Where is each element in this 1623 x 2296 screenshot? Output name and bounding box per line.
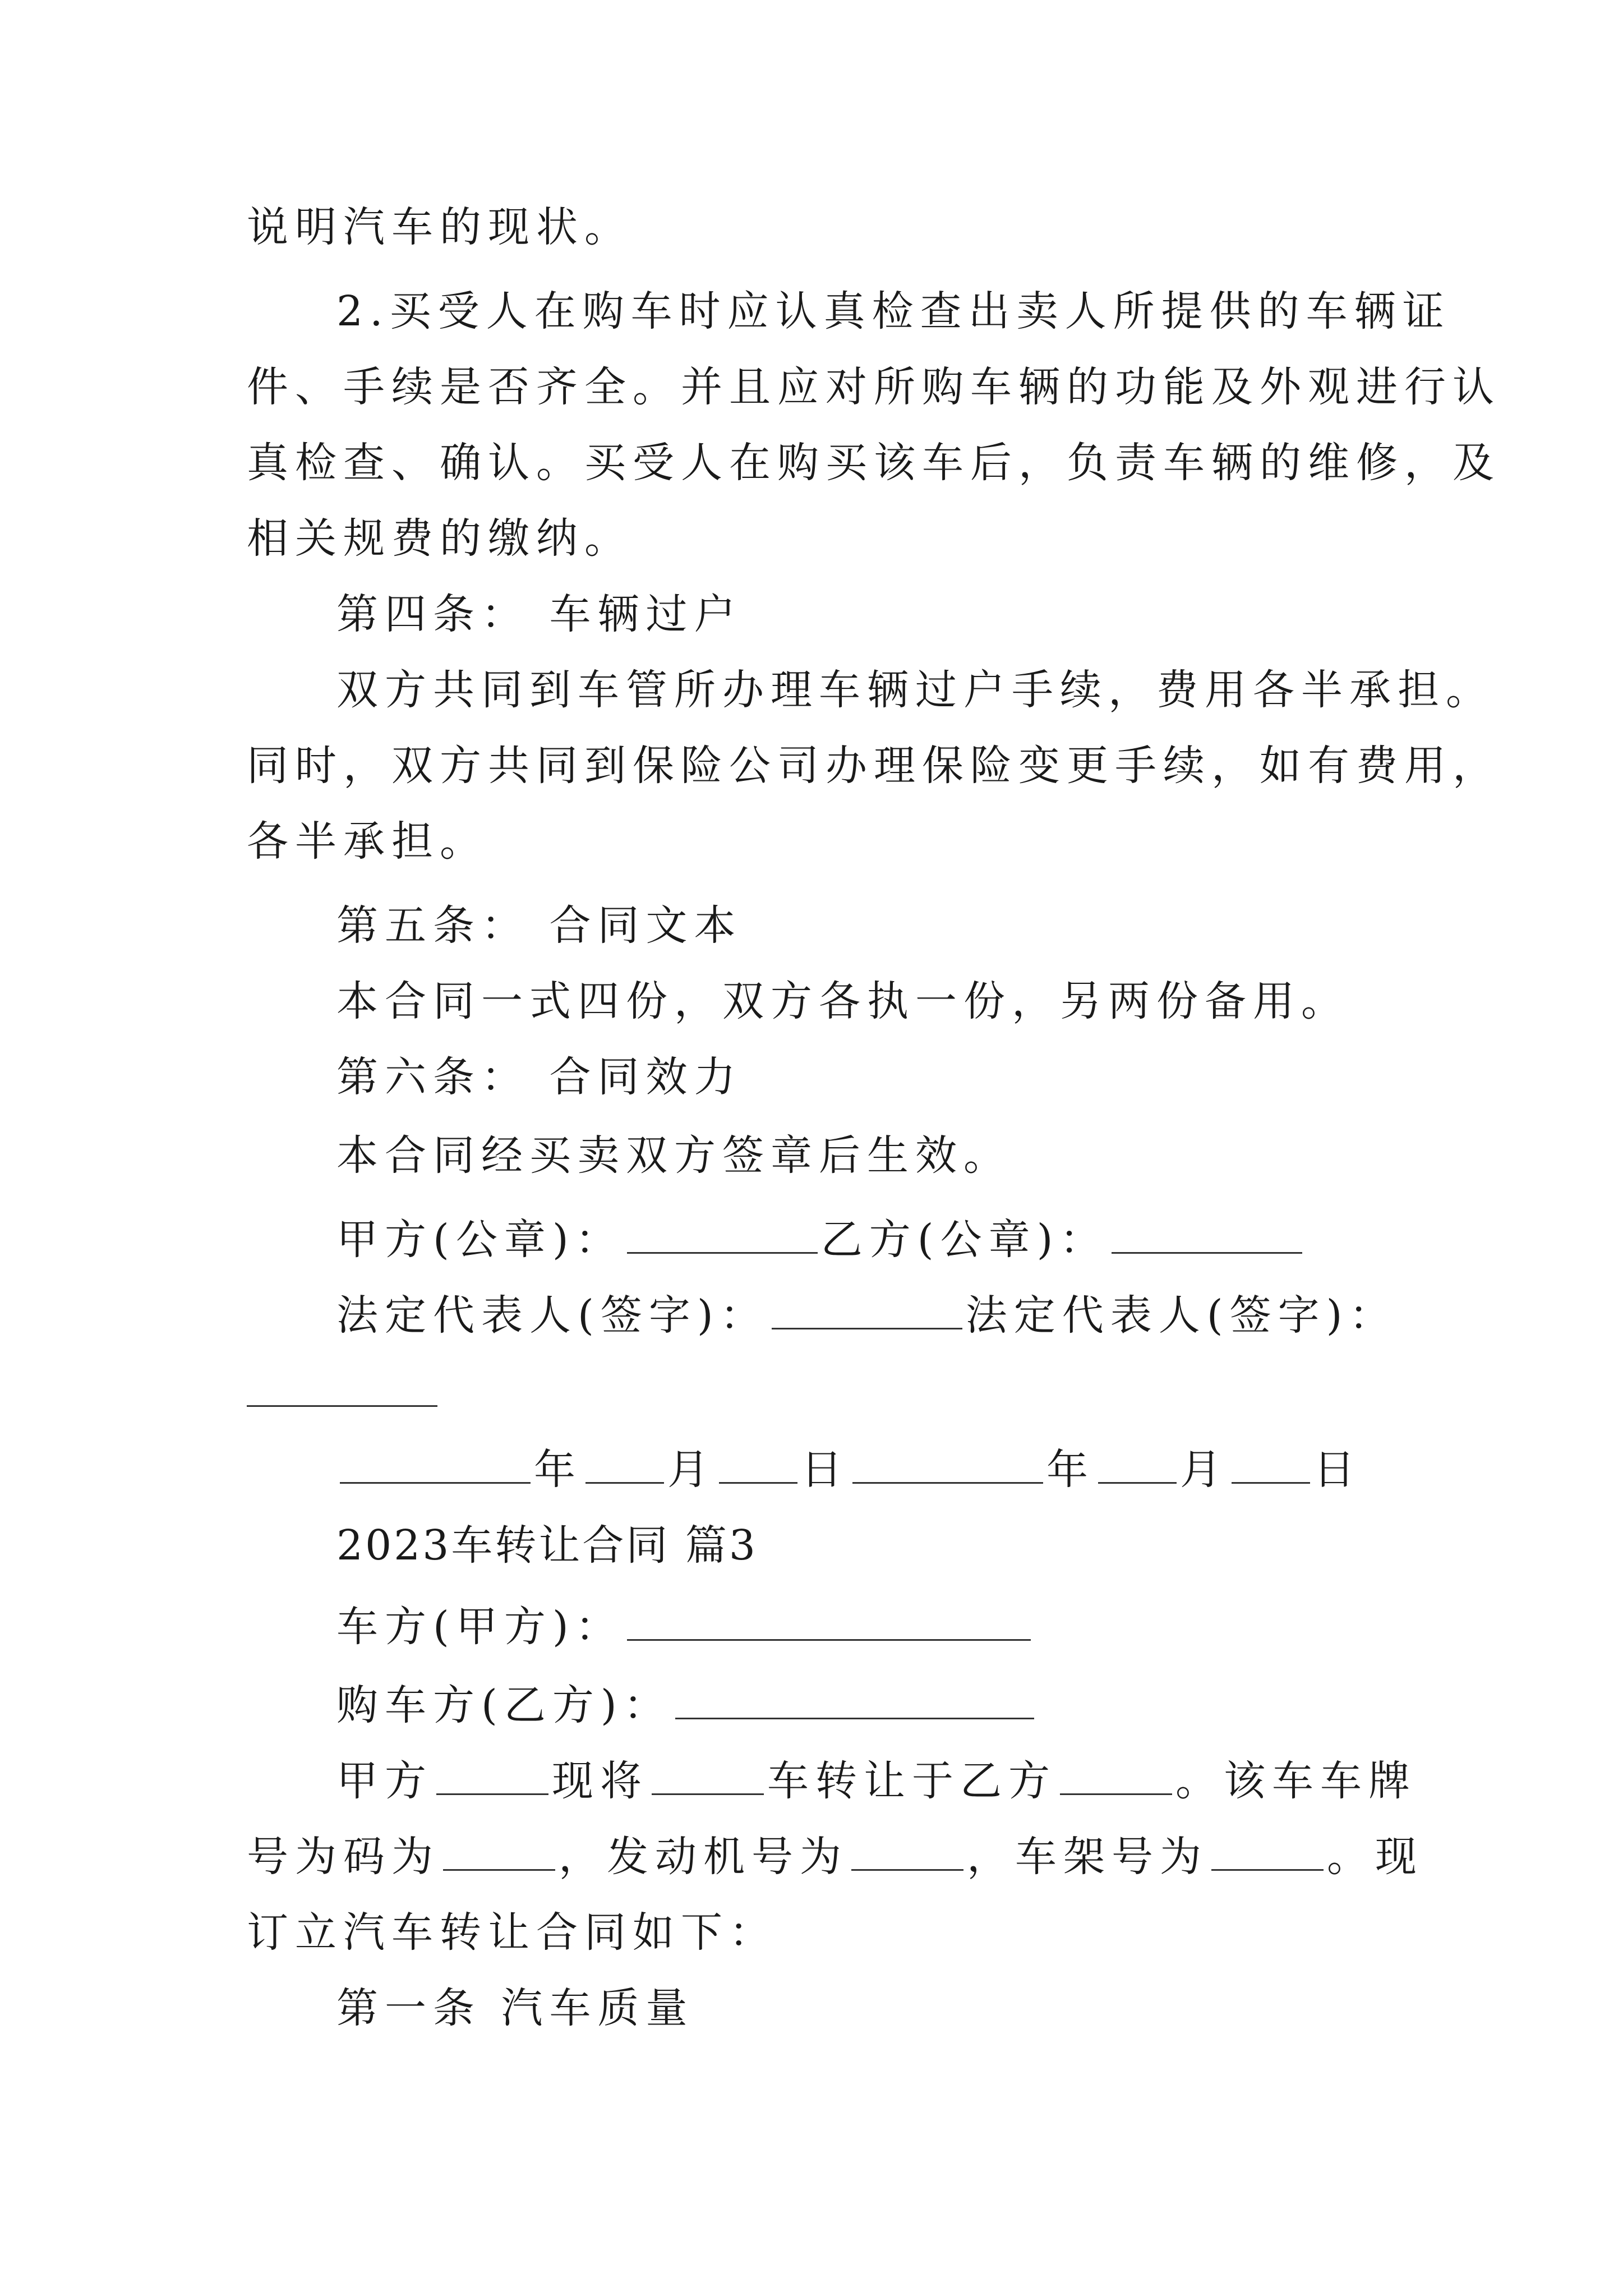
article-4-title: 第四条： 车辆过户 [336, 590, 743, 638]
paragraph-line: 真检查、确认。买受人在购买该车后，负责车辆的维修，及 [247, 439, 1501, 487]
car-model-blank[interactable] [652, 1754, 764, 1795]
frame-number-blank[interactable] [1211, 1830, 1324, 1871]
buyer-line [336, 1677, 1038, 1733]
intro-text: 现将 [552, 1757, 648, 1805]
engine-number-blank[interactable] [851, 1830, 963, 1871]
paragraph-line: 本合同经买卖双方签章后生效。 [336, 1131, 1012, 1180]
intro-text: 号为码为 [247, 1833, 440, 1881]
intro-text: 。该车车牌 [1175, 1757, 1417, 1805]
section-3-title: 2023车转让合同 篇3 [336, 1521, 758, 1570]
date-line [336, 1442, 1362, 1498]
day-blank-b[interactable] [1232, 1443, 1310, 1484]
year-label: 年 [1046, 1446, 1095, 1494]
party-b-seal-blank[interactable] [1112, 1213, 1302, 1254]
party-b-rep-label: 法定代表人(签字)： [965, 1291, 1398, 1340]
paragraph-line: 件、手续是否齐全。并且应对所购车辆的功能及外观进行认 [247, 363, 1501, 411]
month-blank-a[interactable] [585, 1443, 664, 1484]
plate-number-blank[interactable] [443, 1830, 555, 1871]
paragraph-line: 2.买受人在购车时应认真检查出卖人所提供的车辆证 [336, 287, 1451, 335]
seller-line [336, 1599, 1034, 1655]
year-blank-b[interactable] [852, 1443, 1043, 1484]
buyer-label: 购车方(乙方)： [336, 1681, 672, 1729]
party-b-rep-blank[interactable] [247, 1405, 437, 1407]
article-5-title: 第五条： 合同文本 [336, 901, 743, 950]
paragraph-line: 同时，双方共同到保险公司办理保险变更手续，如有费用， [247, 742, 1501, 790]
article-6-title: 第六条： 合同效力 [336, 1053, 743, 1101]
paragraph-line: 本合同一式四份，双方各执一份，另两份备用。 [336, 977, 1349, 1025]
seller-blank[interactable] [627, 1600, 1031, 1641]
intro-line-1 [336, 1753, 1417, 1809]
month-label: 月 [1180, 1446, 1228, 1494]
year-blank-a[interactable] [340, 1443, 531, 1484]
party-a-rep-blank[interactable] [772, 1289, 962, 1329]
intro-text: ，发动机号为 [559, 1833, 848, 1881]
party-a-seal-blank[interactable] [627, 1213, 818, 1254]
month-blank-b[interactable] [1098, 1443, 1177, 1484]
year-label: 年 [534, 1446, 582, 1494]
paragraph-line: 说明汽车的现状。 [247, 203, 633, 251]
day-label: 日 [801, 1446, 849, 1494]
article-1-title: 第一条 汽车质量 [336, 1984, 694, 2032]
paragraph-line: 相关规费的缴纳。 [247, 514, 633, 563]
intro-text: ，车架号为 [967, 1833, 1208, 1881]
paragraph-line: 双方共同到车管所办理车辆过户手续，费用各半承担。 [336, 666, 1494, 714]
paragraph-line: 订立汽车转让合同如下： [247, 1908, 777, 1957]
intro-text: 车转让于乙方 [767, 1757, 1057, 1805]
signature-line-representative [336, 1287, 1398, 1343]
buyer-blank[interactable] [675, 1678, 1034, 1719]
party-a-rep-label: 法定代表人(签字)： [336, 1291, 768, 1340]
paragraph-line: 各半承担。 [247, 817, 488, 866]
party-a-seal-label: 甲方(公章)： [336, 1216, 624, 1264]
day-blank-a[interactable] [719, 1443, 797, 1484]
party-b-seal-label: 乙方(公章)： [820, 1216, 1108, 1264]
intro-line-2 [247, 1829, 1423, 1885]
seller-label: 车方(甲方)： [336, 1603, 624, 1651]
intro-text: 甲方 [336, 1757, 433, 1805]
intro-text: 。现 [1327, 1833, 1423, 1881]
party-a-name-blank[interactable] [436, 1754, 548, 1795]
signature-line-company [336, 1212, 1306, 1268]
month-label: 月 [667, 1446, 716, 1494]
party-b-name-blank[interactable] [1060, 1754, 1172, 1795]
day-label: 日 [1313, 1446, 1362, 1494]
